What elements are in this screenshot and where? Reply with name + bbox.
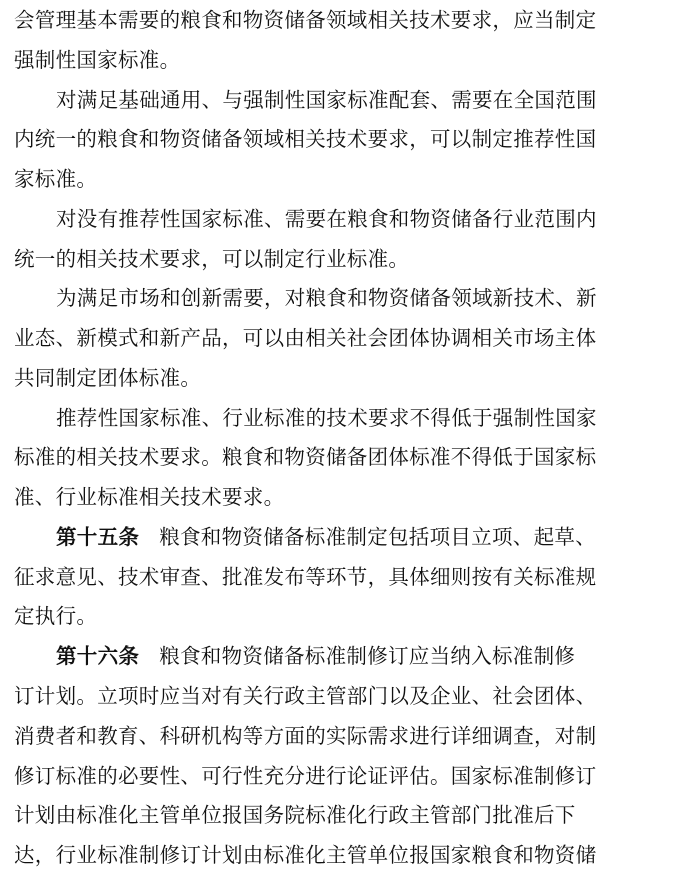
text-line: 共同制定团体标准。 <box>14 365 202 390</box>
text-line: 订计划。立项时应当对有关行政主管部门以及企业、社会团体、 <box>14 684 597 708</box>
paragraph-first-line: 推荐性国家标准、行业标准的技术要求不得低于强制性国家 <box>56 405 597 430</box>
article-16-first-line <box>56 642 575 670</box>
text-line: 统一的相关技术要求，可以制定行业标准。 <box>14 246 410 271</box>
text-line: 计划由标准化主管单位报国务院标准化行政主管部门批准后下 <box>14 803 576 828</box>
text-line: 达，行业标准制修订计划由标准化主管单位报国家粮食和物资储 <box>14 843 597 867</box>
article-16-text: 粮食和物资储备标准制修订应当纳入标准制修 <box>159 644 576 669</box>
text-line: 内统一的粮食和物资储备领域相关技术要求，可以制定推荐性国 <box>14 127 597 152</box>
text-line: 修订标准的必要性、可行性充分进行论证评估。国家标准制修订 <box>14 763 597 788</box>
text-line: 消费者和教育、科研机构等方面的实际需求进行详细调查，对制 <box>14 723 597 748</box>
text-line: 家标准。 <box>14 167 98 191</box>
article-16-number: 第十六条 <box>56 644 140 669</box>
paragraph-first-line: 对没有推荐性国家标准、需要在粮食和物资储备行业范围内 <box>56 206 597 231</box>
article-15-number: 第十五条 <box>56 524 140 549</box>
article-15-first-line <box>56 523 596 551</box>
text-line: 标准的相关技术要求。粮食和物资储备团体标准不得低于国家标 <box>14 445 597 470</box>
text-line: 定执行。 <box>14 604 98 629</box>
paragraph-first-line: 对满足基础通用、与强制性国家标准配套、需要在全国范围 <box>56 87 597 112</box>
text-line: 会管理基本需要的粮食和物资储备领域相关技术要求，应当制定 <box>14 8 597 32</box>
text-line: 业态、新模式和新产品，可以由相关社会团体协调相关市场主体 <box>14 326 597 351</box>
text-line: 准、行业标准相关技术要求。 <box>14 485 285 510</box>
text-line: 征求意见、技术审查、批准发布等环节，具体细则按有关标准规 <box>14 564 597 589</box>
article-15-text: 粮食和物资储备标准制定包括项目立项、起草、 <box>159 524 597 549</box>
text-line: 强制性国家标准。 <box>14 47 181 72</box>
paragraph-first-line: 为满足市场和创新需要，对粮食和物资储备领域新技术、新 <box>56 286 597 311</box>
